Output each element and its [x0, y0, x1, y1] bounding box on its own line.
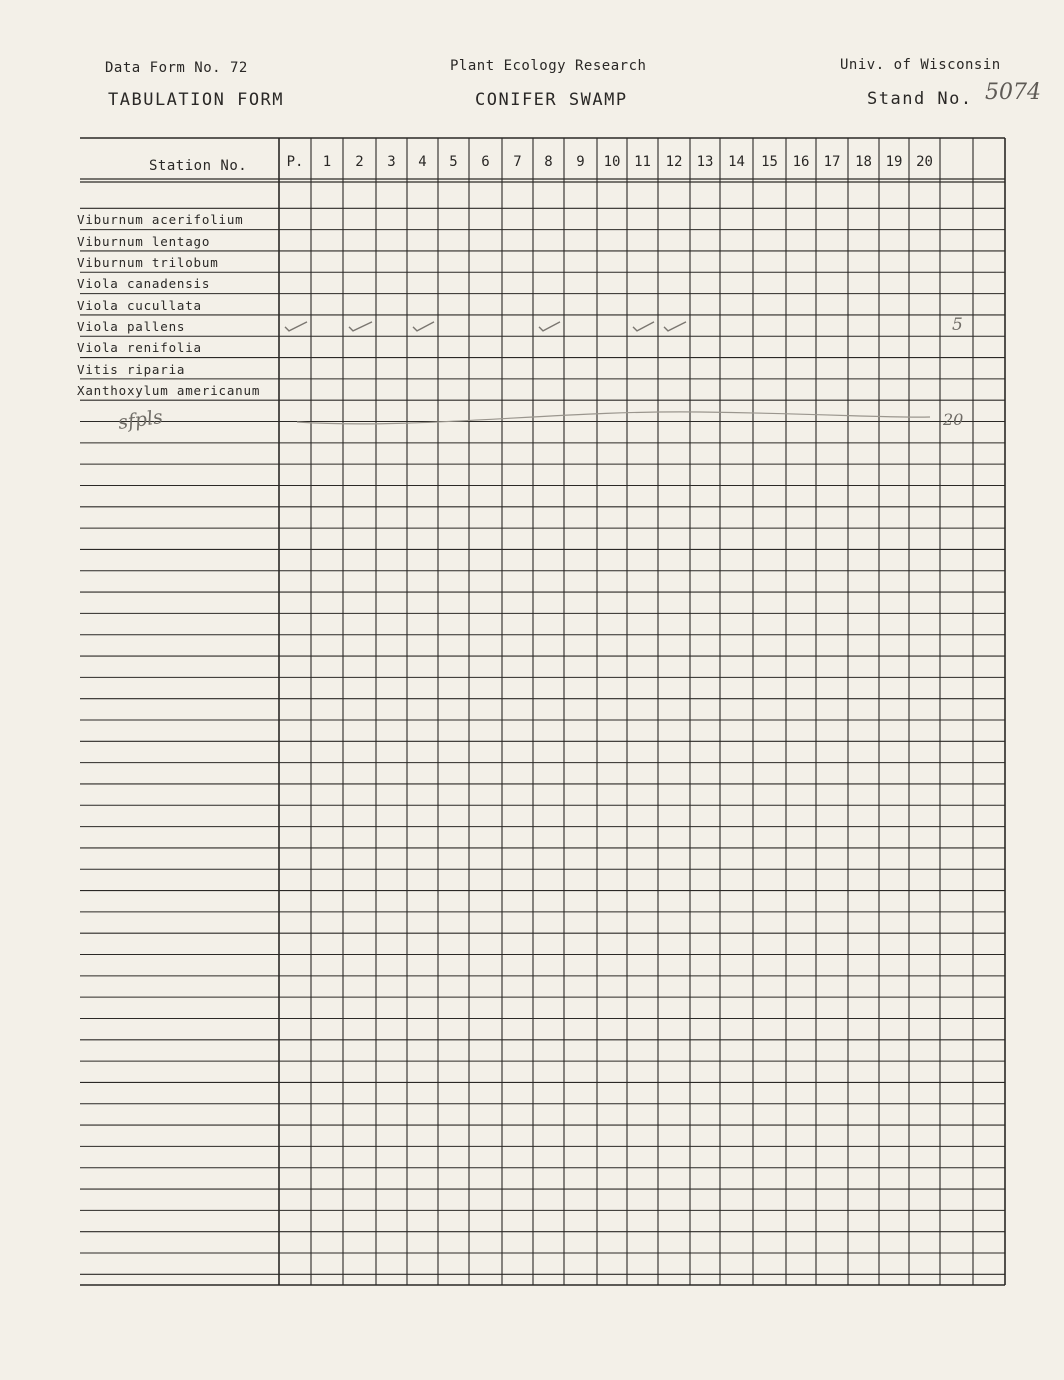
station-number: 11	[634, 154, 651, 170]
station-number: 16	[792, 154, 810, 170]
station-number: 10	[603, 154, 621, 170]
station-number: 8	[544, 154, 553, 170]
form-number: Data Form No. 72	[105, 60, 248, 76]
species-name: Xanthoxylum americanum	[77, 382, 261, 398]
stand-label: Stand No.	[867, 89, 973, 109]
species-name: Viburnum acerifolium	[77, 212, 244, 228]
station-number: 17	[823, 154, 841, 170]
station-label: Station No.	[149, 158, 248, 174]
check-mark	[413, 322, 434, 331]
station-number: 13	[696, 154, 714, 170]
handwritten-row-label: sfpls	[116, 405, 165, 435]
form-title: TABULATION FORM	[108, 90, 285, 110]
station-number: 15	[761, 154, 778, 170]
species-name: Viola renifolia	[77, 340, 202, 356]
station-number: 6	[481, 154, 490, 170]
station-number: 5	[449, 154, 458, 170]
station-number: 9	[576, 154, 585, 170]
species-name: Viola pallens	[77, 318, 186, 334]
station-number: 20	[916, 154, 933, 170]
check-mark	[349, 322, 372, 331]
stand-number: 5074	[985, 80, 1041, 105]
check-mark	[539, 322, 560, 331]
species-total: 5	[952, 314, 963, 335]
station-number: 3	[387, 154, 396, 170]
station-number: 1	[322, 154, 332, 170]
station-number: 14	[728, 154, 745, 170]
species-name: Viola cucullata	[77, 297, 202, 313]
station-number: 7	[513, 154, 522, 170]
station-number: 18	[855, 154, 872, 170]
community-title: CONIFER SWAMP	[475, 90, 628, 110]
station-number: 19	[885, 154, 903, 170]
organization: Plant Ecology Research	[450, 58, 647, 74]
species-name: Viburnum lentago	[77, 233, 211, 249]
check-mark	[664, 322, 686, 331]
station-number: 4	[418, 154, 427, 170]
university: Univ. of Wisconsin	[840, 57, 1001, 73]
check-mark	[285, 322, 307, 331]
species-name: Viburnum trilobum	[77, 254, 219, 270]
handwritten-row-total: 20	[943, 410, 964, 429]
species-name: Viola canadensis	[77, 276, 211, 292]
station-number: P.	[286, 154, 304, 170]
check-mark	[633, 322, 654, 331]
station-number: 12	[665, 154, 683, 170]
station-number: 2	[355, 154, 364, 170]
species-name: Vitis riparia	[77, 361, 186, 377]
pencil-line	[297, 412, 930, 424]
